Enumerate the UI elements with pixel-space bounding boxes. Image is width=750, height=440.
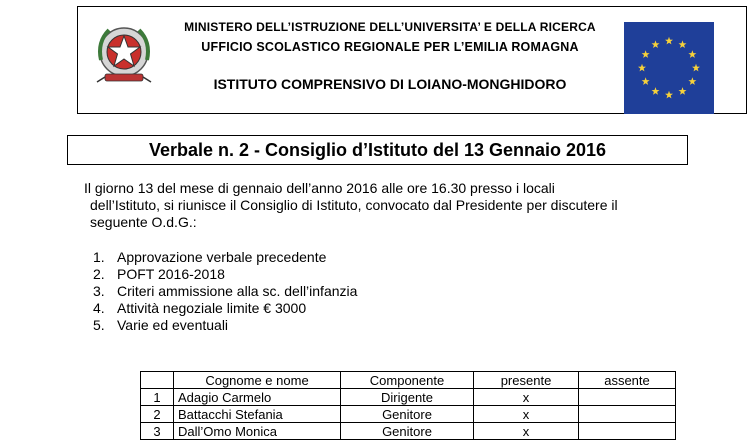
agenda-item: 4. Attività negoziale limite € 3000	[93, 300, 307, 316]
absent-mark	[579, 389, 676, 406]
member-component: Dirigente	[341, 389, 474, 406]
absent-mark	[579, 406, 676, 423]
agenda-item: 2. POFT 2016-2018	[93, 266, 225, 282]
absent-mark	[579, 423, 676, 440]
member-name: Dall’Omo Monica	[174, 423, 341, 440]
table-row	[141, 423, 676, 440]
agenda-item: 3. Criteri ammissione alla sc. dell’infanzia	[93, 283, 358, 299]
table-row	[141, 406, 676, 423]
intro-paragraph	[84, 180, 690, 231]
ministry-heading: MINISTERO DELL’ISTRUZIONE DELL’UNIVERSITA’ E DELLA RICERCA	[184, 20, 596, 34]
agenda-item: 5. Varie ed eventuali	[93, 317, 229, 333]
table-header-row	[141, 372, 676, 389]
column-header-name: Cognome e nome	[174, 372, 341, 389]
column-header-number	[141, 372, 174, 389]
agenda-list	[93, 249, 357, 334]
column-header-absent: assente	[579, 372, 676, 389]
office-heading: UFFICIO SCOLASTICO REGIONALE PER L’EMILIA ROMAGNA	[201, 40, 579, 54]
agenda-item: 1. Approvazione verbale precedente	[93, 249, 327, 265]
column-header-present: presente	[474, 372, 579, 389]
document-title: Verbale n. 2 - Consiglio d’Istituto del 13 Gennaio 2016	[67, 135, 688, 165]
italian-republic-emblem-icon	[93, 22, 155, 88]
member-component: Genitore	[341, 423, 474, 440]
table-row	[141, 389, 676, 406]
row-number: 1	[141, 389, 174, 406]
intro-line: dell’Istituto, si riunisce il Consiglio di Istituto, convocato dal Presidente per discutere il	[90, 197, 618, 213]
row-number: 2	[141, 406, 174, 423]
member-component: Genitore	[341, 406, 474, 423]
column-header-component: Componente	[341, 372, 474, 389]
intro-line: seguente O.d.G.:	[90, 214, 197, 230]
institute-heading: ISTITUTO COMPRENSIVO DI LOIANO-MONGHIDORO	[213, 76, 567, 92]
european-union-flag-icon	[624, 22, 714, 114]
attendance-table	[140, 371, 676, 440]
member-name: Adagio Carmelo	[174, 389, 341, 406]
row-number: 3	[141, 423, 174, 440]
present-mark: x	[474, 406, 579, 423]
intro-line: Il giorno 13 del mese di gennaio dell’anno 2016 alle ore 16.30 presso i locali	[84, 180, 555, 196]
present-mark: x	[474, 389, 579, 406]
member-name: Battacchi Stefania	[174, 406, 341, 423]
present-mark: x	[474, 423, 579, 440]
